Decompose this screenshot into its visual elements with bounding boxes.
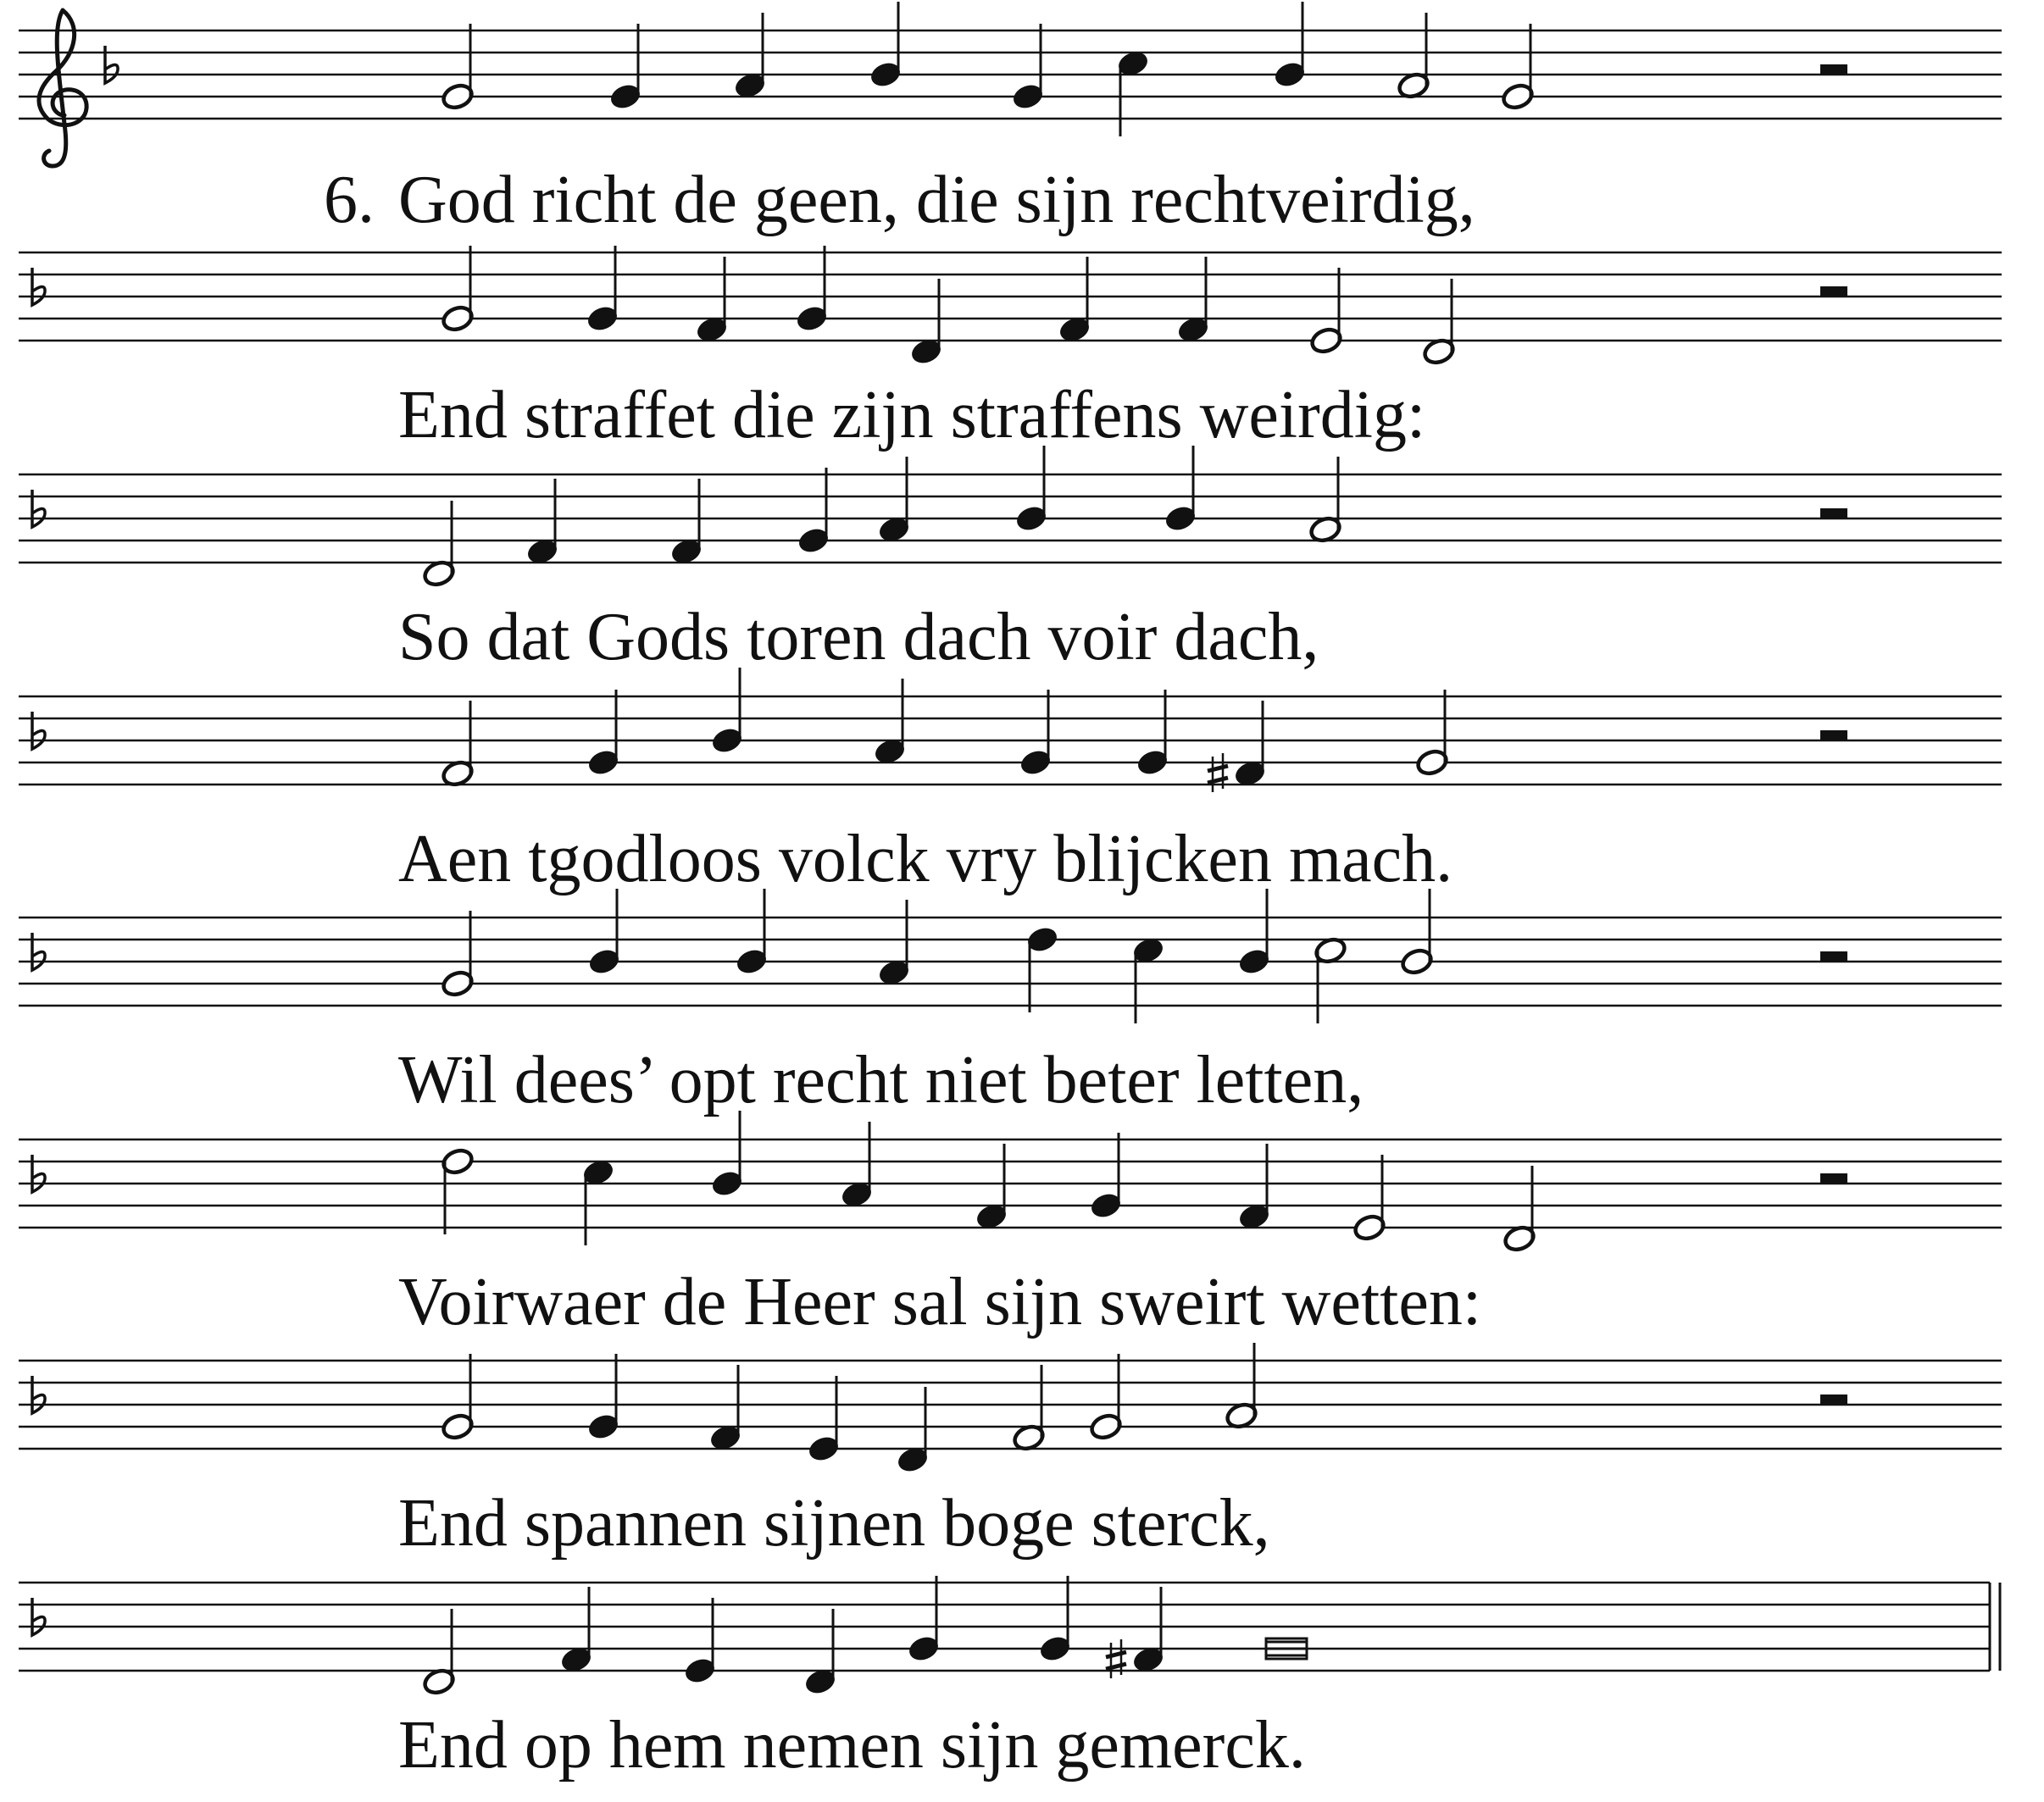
sharp-stroke	[1208, 766, 1228, 771]
breve-note	[1266, 1638, 1307, 1659]
half-rest-icon	[1820, 1394, 1847, 1405]
flat-glyph	[32, 1598, 45, 1635]
lyric-line-7: End spannen sijnen boge sterck,	[398, 1486, 1270, 1561]
key-signature-flat-icon	[32, 490, 45, 527]
half-rest-icon	[1820, 286, 1847, 297]
sharp-stroke	[1106, 1664, 1126, 1669]
lyric-line-8: End op hem nemen sijn gemerck.	[398, 1708, 1306, 1783]
lyric-line-3: So dat Gods toren dach voir dach,	[398, 600, 1319, 674]
lyric-line-6: Voirwaer de Heer sal sijn sweirt wetten:	[398, 1265, 1482, 1339]
half-rest-icon	[1820, 730, 1847, 740]
lyric-line-1: God richt de geen, die sijn rechtveirdig,	[398, 163, 1475, 237]
half-rest-icon	[1820, 508, 1847, 518]
key-signature-flat-icon	[32, 268, 45, 305]
sharp-icon	[1106, 1639, 1126, 1678]
flat-glyph	[32, 490, 45, 527]
lyric-line-5: Wil dees’ opt recht niet beter letten,	[398, 1043, 1364, 1117]
sharp-stroke	[1208, 778, 1228, 783]
clef-glyph	[39, 10, 86, 166]
key-signature-flat-icon	[32, 1376, 45, 1413]
sharp-icon	[1208, 753, 1228, 792]
flat-glyph	[105, 46, 118, 83]
half-rest-icon	[1820, 1173, 1847, 1184]
flat-glyph	[32, 712, 45, 749]
key-signature-flat-icon	[32, 933, 45, 970]
lyric-line-4: Aen tgodloos volck vry blijcken mach.	[398, 822, 1453, 896]
flat-glyph	[32, 1155, 45, 1192]
half-rest-icon	[1820, 64, 1847, 75]
treble-clef-icon	[39, 10, 86, 166]
half-rest-icon	[1820, 951, 1847, 962]
flat-glyph	[32, 1376, 45, 1413]
key-signature-flat-icon	[32, 1155, 45, 1192]
lyric-line-2: End straffet die zijn straffens weirdig:	[398, 378, 1426, 452]
sharp-stroke	[1106, 1652, 1126, 1657]
flat-glyph	[32, 933, 45, 970]
key-signature-flat-icon	[32, 1598, 45, 1635]
verse-number: 6.	[324, 163, 375, 237]
flat-glyph	[32, 268, 45, 305]
key-signature-flat-icon	[105, 46, 118, 83]
key-signature-flat-icon	[32, 712, 45, 749]
